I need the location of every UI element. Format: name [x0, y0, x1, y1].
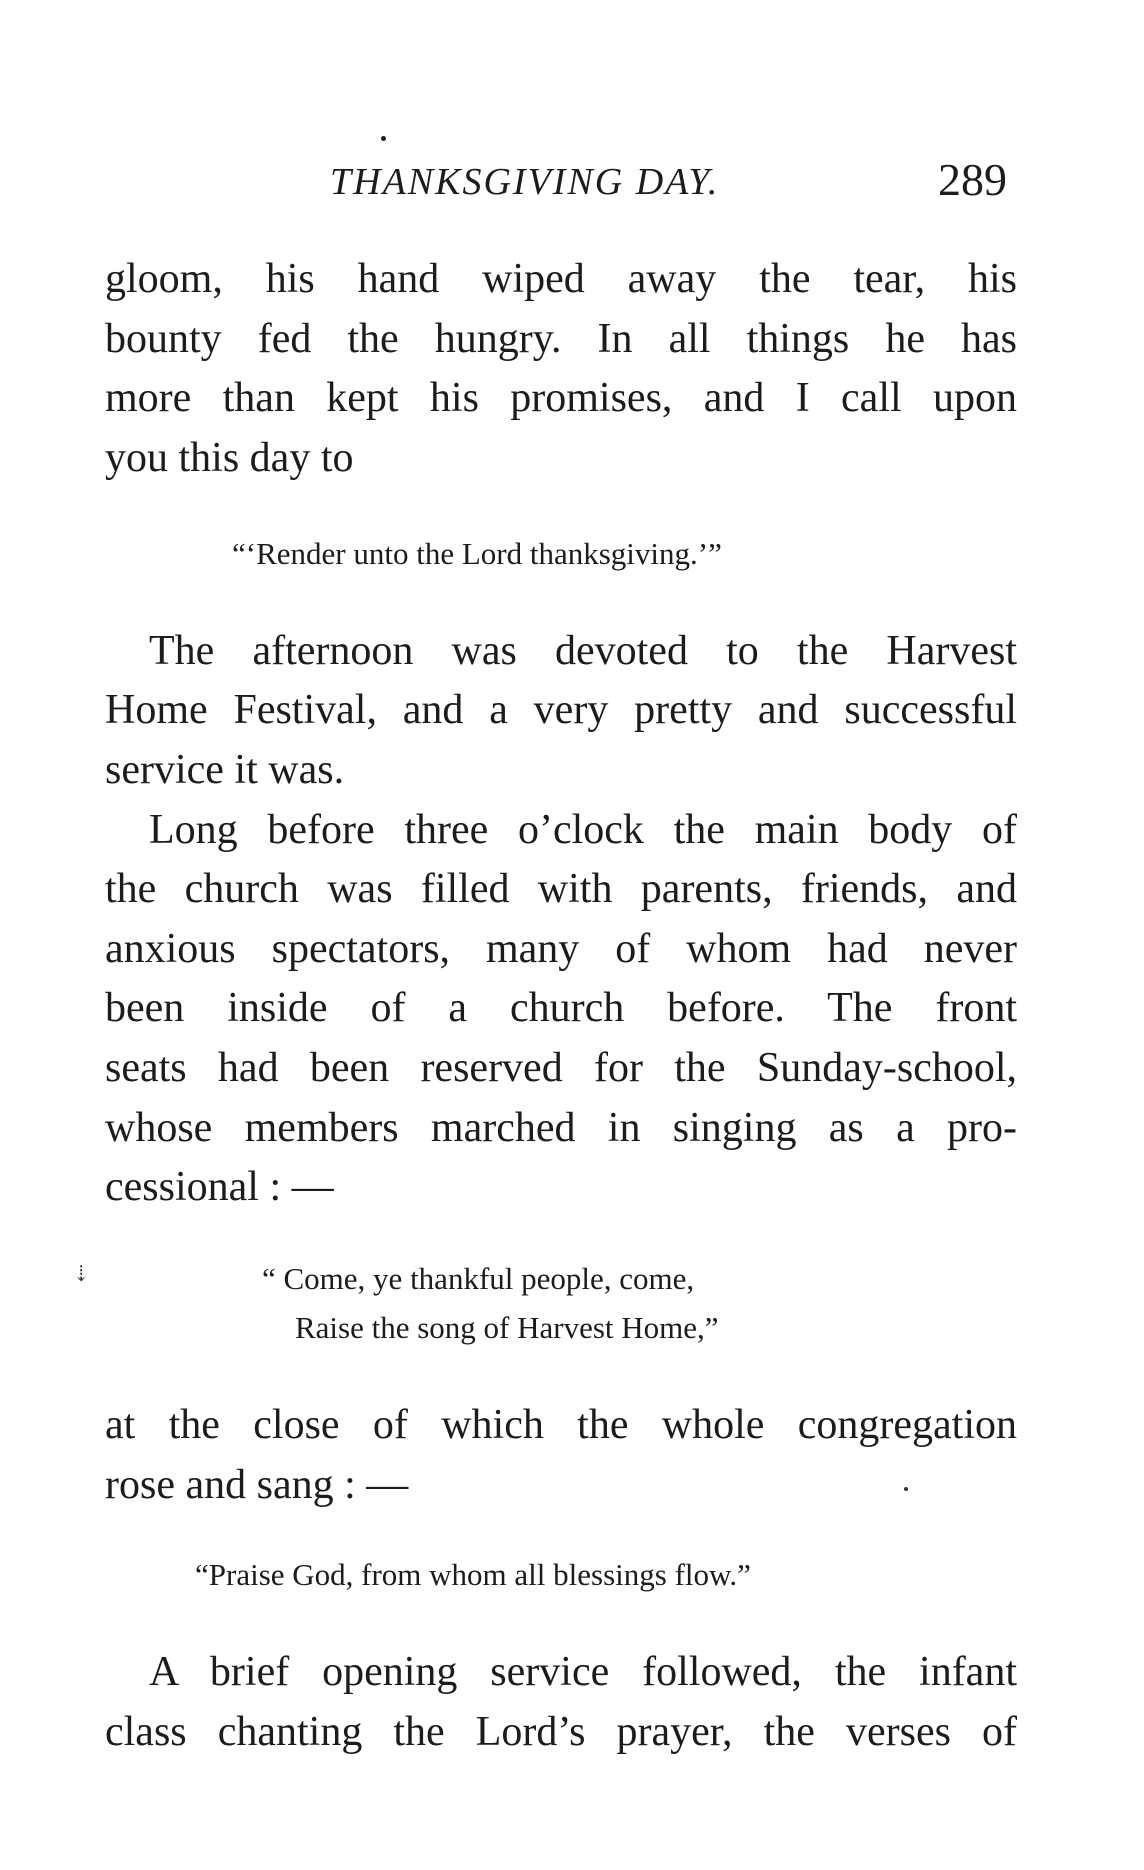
verse-line: Raise the song of Harvest Home,” — [295, 1310, 719, 1345]
block-quote: “Praise God, from whom all blessings flow.” — [195, 1557, 751, 1592]
ink-speck — [904, 1487, 908, 1491]
text-line: The afternoon was devoted to the Harvest — [149, 628, 1017, 674]
text-line: Home Festival, and a very pretty and successful — [105, 687, 1017, 733]
text-line: class chanting the Lord’s prayer, the verses of — [105, 1709, 1017, 1755]
ink-speck — [381, 136, 386, 141]
text-line: rose and sang : — — [105, 1462, 409, 1508]
stray-margin-mark: ⇣ — [72, 1261, 91, 1286]
text-line: been inside of a church before. The front — [105, 985, 1017, 1031]
text-line: Long before three o’clock the main body of — [149, 807, 1017, 853]
text-line: more than kept his promises, and I call upon — [105, 375, 1017, 421]
text-line: bounty fed the hungry. In all things he has — [105, 316, 1017, 362]
text-line: the church was filled with parents, friends, and — [105, 866, 1017, 912]
text-line: seats had been reserved for the Sunday-school, — [105, 1045, 1017, 1091]
text-line: whose members marched in singing as a pro- — [105, 1105, 1017, 1151]
text-line: service it was. — [105, 747, 345, 793]
text-line: gloom, his hand wiped away the tear, his — [105, 256, 1017, 302]
running-title: THANKSGIVING DAY. — [330, 161, 720, 203]
verse-line: “ Come, ye thankful people, come, — [262, 1261, 695, 1296]
text-line: A brief opening service followed, the infant — [149, 1649, 1017, 1695]
block-quote: “‘Render unto the Lord thanksgiving.’” — [232, 536, 722, 571]
page-number: 289 — [938, 154, 1007, 205]
text-line: anxious spectators, many of whom had never — [105, 926, 1017, 972]
text-line: you this day to — [105, 435, 354, 481]
text-line: cessional : — — [105, 1164, 334, 1210]
text-line: at the close of which the whole congregation — [105, 1402, 1017, 1448]
